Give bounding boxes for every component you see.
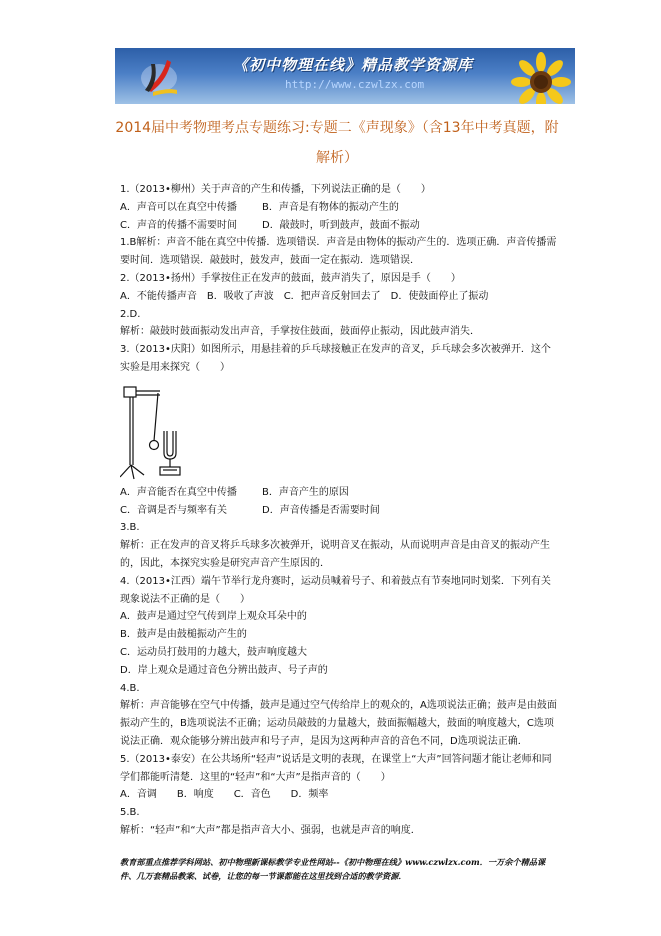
answer-label: 2.D. [120, 308, 141, 320]
question-stem: 3.（2013•庆阳）如图所示，用悬挂着的乒乓球接触正在发声的音叉，乒乓球会多次被弹开．这个实验是用来探究（ ） [120, 344, 551, 373]
question-list [120, 181, 560, 840]
option-d: D．声音传播是否需要时间 [262, 504, 380, 516]
option-row [120, 502, 560, 520]
tuning-fork-pendulum-icon [120, 381, 200, 481]
sunflower-icon [511, 52, 571, 104]
option-b: B．声音产生的原因 [262, 486, 349, 498]
question-stem: 2.（2013•扬州）手掌按住正在发声的鼓面，鼓声消失了，原因是手（ ） [120, 272, 461, 284]
option-c: C．运动员打鼓用的力越大，鼓声响度越大 [120, 646, 307, 658]
answer-explanation: 解析：声音能够在空气中传播，鼓声是通过空气传给岸上的观众的，A选项说法正确；鼓声是由鼓面振动产生的，B选项说法不正确；运动员敲鼓的力量越大，鼓面振幅越大，鼓面的响度越大，C选项说法正确．观众能够分辨出鼓声和号子声，是因为这两种声音的音色不同，D选项说法正确． [120, 700, 557, 747]
question-stem: 1.（2013•柳州）关于声音的产生和传播，下列说法正确的是（ ） [120, 184, 431, 195]
answer-label: 3.B. [120, 522, 140, 534]
question-stem: 5.（2013•泰安）在公共场所“轻声”说话是文明的表现，在课堂上“大声”回答问题才能让老师和同学们都能听清楚．这里的“轻声”和“大声”是指声音的（ ） [120, 753, 552, 783]
answer-label: 5.B. [120, 807, 140, 819]
document-title: 2014届中考物理考点专题练习:专题二《声现象》（含13年中考真题，附解析） [115, 120, 559, 166]
header-banner [115, 48, 575, 104]
answer-explanation: 解析：“轻声”和“大声”都是指声音大小、强弱，也就是声音的响度． [120, 824, 421, 836]
option-a: A．声音能否在真空中传播 [120, 486, 237, 498]
option-c: C．音调是否与频率有关 [120, 504, 227, 516]
page-footer: 教育部重点推荐学科网站、初中物理新课标教学专业性网站--《初中物理在线》www.czwlzx.com．一万余个精品课件、几万套精品教案、试卷，让您的每一节课都能在这里找到合适的教学资源． [120, 857, 546, 881]
site-logo-icon [137, 54, 181, 98]
tuning-fork-figure [120, 377, 560, 484]
answer-explanation: 1.B解析：声音不能在真空中传播．选项错误．声音是由物体的振动产生的．选项正确．声音传播需要时间．选项错误．敲鼓时，鼓发声，鼓面一定在振动．选项错误． [120, 237, 557, 267]
option-row [120, 484, 560, 502]
answer-label: 4.B. [120, 682, 140, 694]
option-line: A．不能传播声音 B．吸收了声波 C．把声音反射回去了 D．使鼓面停止了振动 [120, 290, 489, 302]
question-stem: 4.（2013•江西）端午节举行龙舟赛时，运动员喊着号子、和着鼓点有节奏地同时划桨．下列有关现象说法不正确的是（ ） [120, 575, 551, 605]
option-a: A．声音可以在真空中传播 [120, 201, 237, 213]
option-c: C．声音的传播不需要时间 [120, 219, 237, 231]
option-d: D．岸上观众是通过音色分辨出鼓声、号子声的 [120, 664, 328, 676]
option-b: B．声音是有物体的振动产生的 [262, 201, 399, 213]
banner-url: http://www.czwlzx.com [285, 78, 425, 91]
option-d: D．敲鼓时，听到鼓声，鼓面不振动 [262, 219, 420, 231]
option-a: A．鼓声是通过空气传到岸上观众耳朵中的 [120, 611, 307, 623]
option-b: B．鼓声是由鼓槌振动产生的 [120, 629, 247, 641]
option-line: A．音调 B．响度 C．音色 D．频率 [120, 789, 329, 801]
option-row [120, 217, 560, 235]
option-row [120, 199, 560, 217]
answer-explanation: 解析：敲鼓时鼓面振动发出声音，手掌按住鼓面，鼓面停止振动，因此鼓声消失． [120, 326, 480, 338]
banner-title: 《初中物理在线》精品教学资源库 [233, 56, 474, 74]
answer-explanation: 解析：正在发声的音叉将乒乓球多次被弹开，说明音叉在振动，从而说明声音是由音叉的振动产生的，因此，本探究实验是研究声音产生原因的． [120, 540, 550, 569]
